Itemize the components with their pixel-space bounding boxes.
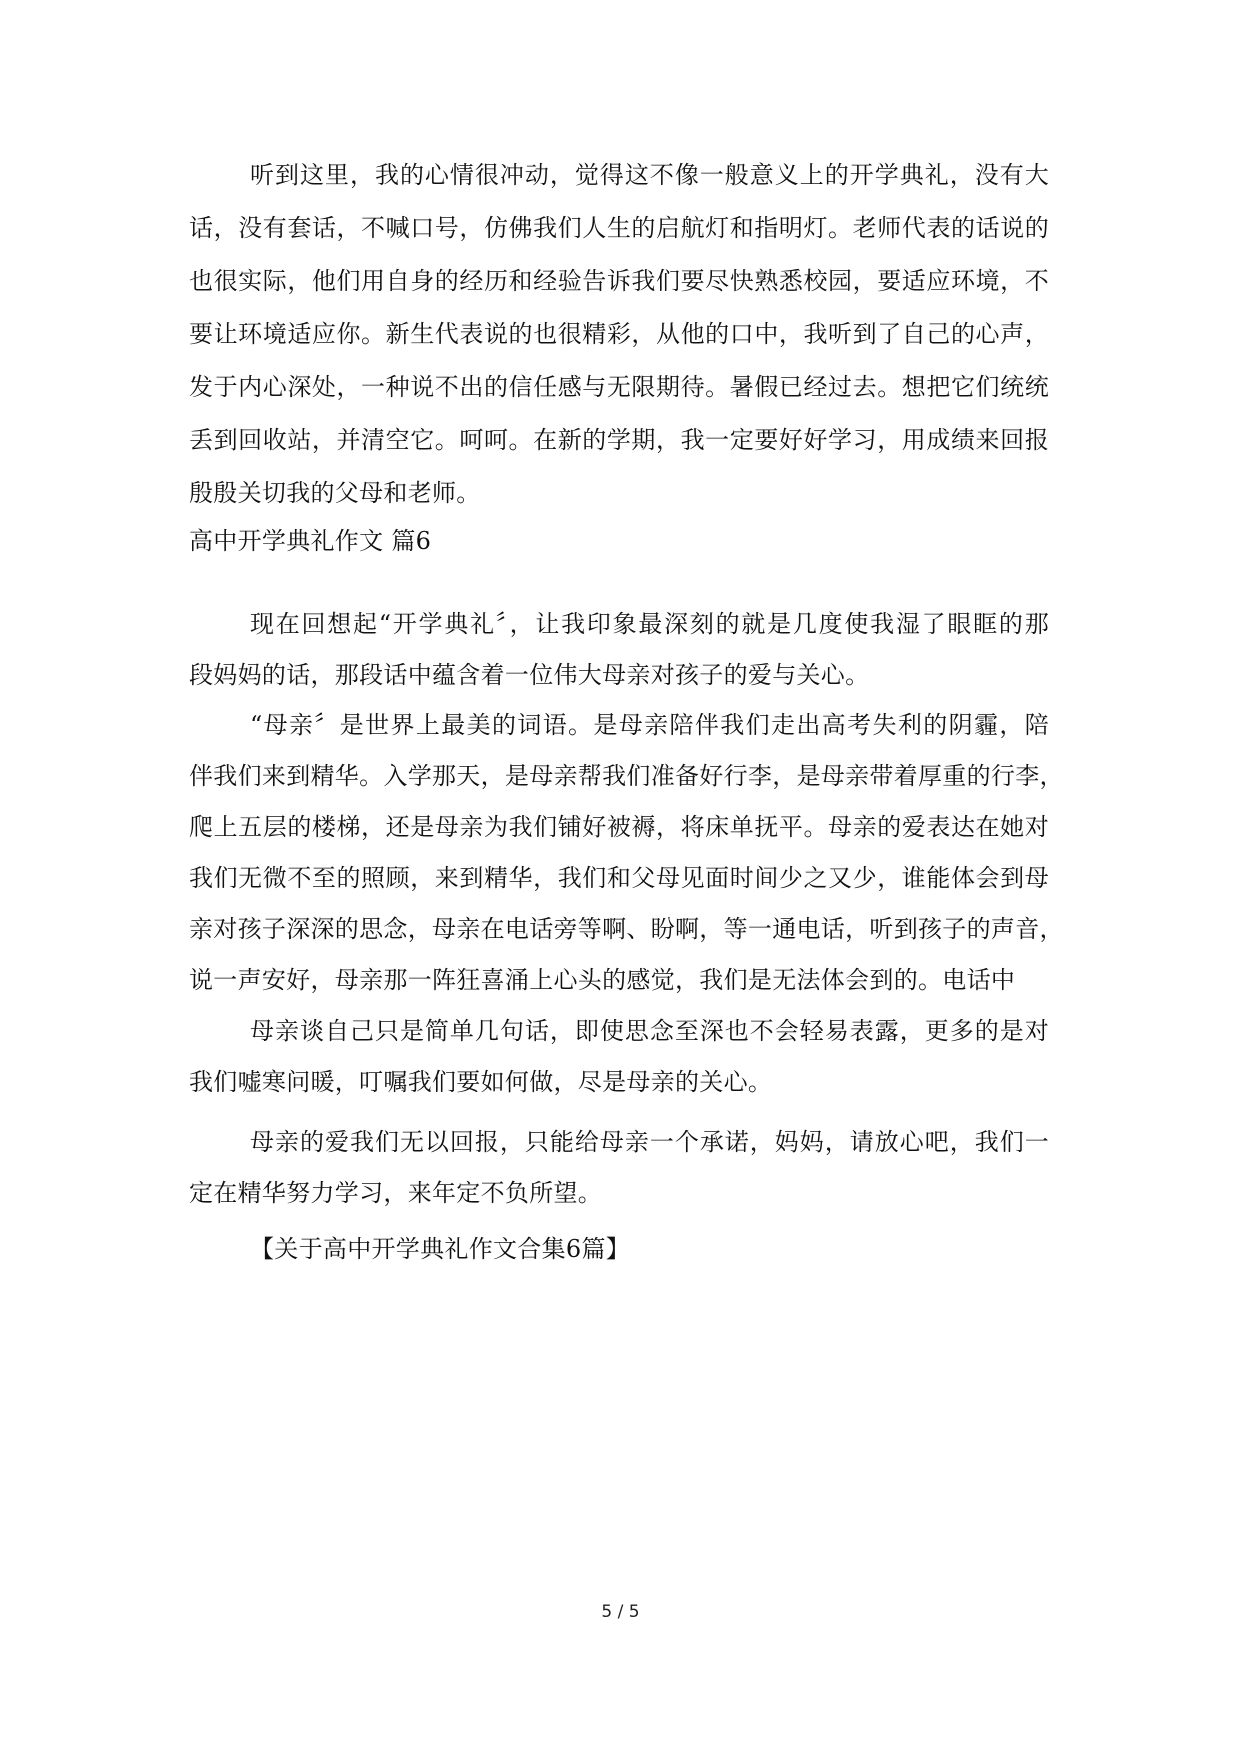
paragraph-5-line-2: 定在精华努力学习，来年定不负所望。 (189, 1179, 603, 1207)
paragraph-1-line-4: 要让环境适应你。新生代表说的也很精彩，从他的口中，我听到了自己的心声， (189, 320, 1049, 348)
paragraph-3-line-4: 我们无微不至的照顾，来到精华，我们和父母见面时间少之又少，谁能体会到母 (189, 864, 1049, 892)
paragraph-1-line-1: 听到这里，我的心情很冲动，觉得这不像一般意义上的开学典礼，没有大 (250, 161, 1049, 189)
paragraph-3-line-6: 说一声安好，母亲那一阵狂喜涌上心头的感觉，我们是无法体会到的。电话中 (189, 966, 1016, 994)
paragraph-3-line-2: 伴我们来到精华。入学那天，是母亲帮我们准备好行李，是母亲带着厚重的行李， (189, 762, 1064, 790)
page-number: 5 / 5 (601, 1602, 640, 1622)
paragraph-1-line-2: 话，没有套话，不喊口号，仿佛我们人生的启航灯和指明灯。老师代表的话说的 (189, 214, 1049, 242)
paragraph-1-line-5: 发于内心深处，一种说不出的信任感与无限期待。暑假已经过去。想把它们统统 (189, 373, 1049, 401)
section-heading: 高中开学典礼作文 篇6 (189, 527, 432, 555)
paragraph-1-line-7: 殷殷关切我的父母和老师。 (189, 479, 481, 507)
paragraph-1-line-3: 也很实际，他们用自身的经历和经验告诉我们要尽快熟悉校园，要适应环境，不 (189, 267, 1049, 295)
paragraph-3-line-5: 亲对孩子深深的思念，母亲在电话旁等啊、盼啊，等一通电话，听到孩子的声音， (189, 915, 1064, 943)
paragraph-4-line-2: 我们嘘寒问暖，叮嘱我们要如何做，尽是母亲的关心。 (189, 1068, 773, 1096)
paragraph-5-line-1: 母亲的爱我们无以回报，只能给母亲一个承诺，妈妈，请放心吧，我们一 (250, 1128, 1049, 1156)
paragraph-1-line-6: 丢到回收站，并清空它。呵呵。在新的学期，我一定要好好学习，用成绩来回报 (189, 426, 1049, 454)
paragraph-2-line-2: 段妈妈的话，那段话中蕴含着一位伟大母亲对孩子的爱与关心。 (189, 661, 870, 689)
paragraph-2-line-1: 现在回想起“开学典礼〞，让我印象最深刻的就是几度使我湿了眼眶的那 (250, 610, 1049, 638)
paragraph-3-line-1: “母亲〞是世界上最美的词语。是母亲陪伴我们走出高考失利的阴霾，陪 (250, 711, 1049, 739)
closing-title: 【关于高中开学典礼作文合集6篇】 (250, 1235, 631, 1263)
paragraph-4-line-1: 母亲谈自己只是简单几句话，即使思念至深也不会轻易表露，更多的是对 (250, 1017, 1049, 1045)
paragraph-3-line-3: 爬上五层的楼梯，还是母亲为我们铺好被褥，将床单抚平。母亲的爱表达在她对 (189, 813, 1049, 841)
